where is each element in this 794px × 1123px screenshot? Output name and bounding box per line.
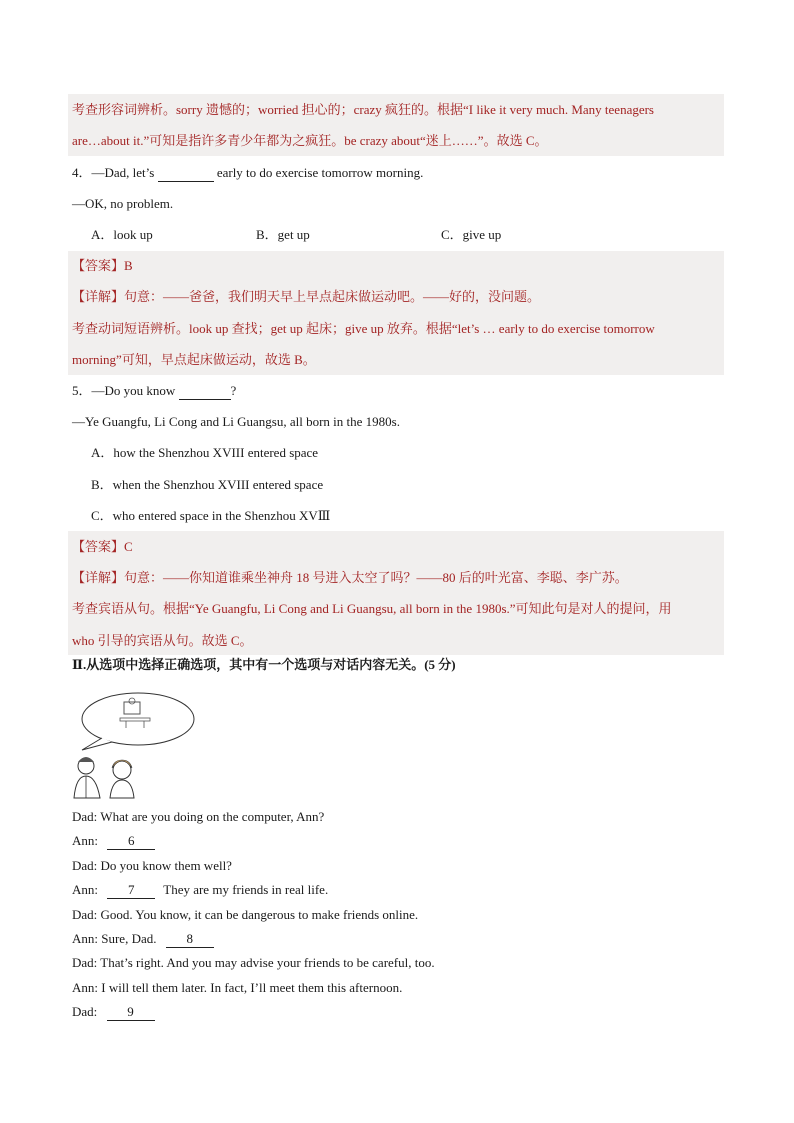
dialogue-speaker: Dad: bbox=[72, 955, 101, 971]
dialogue-speaker: Ann: bbox=[72, 882, 102, 898]
q4-answer: 【答案】B bbox=[72, 258, 133, 273]
q4-detail-text: 句意：——爸爸，我们明天早上早点起床做运动吧。——好的，没问题。 bbox=[124, 289, 541, 304]
q3-explain-line2: are…about it.”可知是指许多青少年都为之疯狂。be crazy about“迷上……”。故选 C。 bbox=[72, 133, 548, 148]
dialogue-speaker: Dad: bbox=[72, 809, 101, 824]
q4-stem bbox=[72, 165, 423, 182]
q5-explain-line1: 考查宾语从句。根据“Ye Guangfu, Li Cong and Li Guangsu, all born in the 1980s.”可知此句是对人的提问，用 bbox=[72, 601, 672, 616]
q4-option-a: A．look up bbox=[91, 227, 153, 242]
dialogue-text: I will tell them later. In fact, I’ll meet them this afternoon. bbox=[101, 979, 403, 995]
dialogue-speaker: Dad: bbox=[72, 1004, 101, 1020]
q5-reply: —Ye Guangfu, Li Cong and Li Guangsu, all born in the 1980s. bbox=[72, 414, 400, 429]
q5-stem-start: 5．—Do you know bbox=[72, 383, 179, 398]
q4-explain-line1: 考查动词短语辨析。look up 查找；get up 起床；give up 放弃。根据“let’s … early to do exercise tomorrow bbox=[72, 321, 655, 336]
dialogue-line bbox=[72, 1004, 155, 1021]
q4-option-c: C．give up bbox=[441, 227, 502, 242]
q4-option-b: B．get up bbox=[256, 227, 310, 242]
q5-option-b: B．when the Shenzhou XVIII entered space bbox=[91, 477, 324, 492]
q5-answer: 【答案】C bbox=[72, 539, 133, 554]
q5-option-c: C．who entered space in the Shenzhou XVⅢ bbox=[91, 508, 331, 523]
dialogue-text: Good. You know, it can be dangerous to make friends online. bbox=[100, 906, 419, 922]
q4-reply: —OK, no problem. bbox=[72, 196, 174, 211]
dialogue-line bbox=[72, 980, 402, 996]
dialogue-text-after: They are my friends in real life. bbox=[163, 882, 329, 898]
dialogue-text: Sure, Dad. bbox=[101, 931, 157, 946]
q5-stem-end: ? bbox=[230, 383, 237, 398]
answer-blank[interactable]: 7 bbox=[107, 882, 155, 899]
ann-figure-icon bbox=[110, 760, 134, 798]
q5-stem bbox=[72, 383, 236, 400]
q5-explain-line2: who 引导的宾语从句。故选 C。 bbox=[72, 633, 253, 648]
q4-blank bbox=[158, 165, 214, 182]
dialogue-text: What are you doing on the computer, Ann? bbox=[100, 809, 325, 824]
q3-explain-line1: 考查形容词辨析。sorry 遗憾的；worried 担心的；crazy 疯狂的。根据“I like it very much. Many teenagers bbox=[72, 102, 654, 117]
dialogue-illustration bbox=[72, 688, 202, 803]
q5-detail-tag: 【详解】 bbox=[72, 570, 125, 585]
dialogue-line bbox=[72, 833, 155, 850]
dialogue-speaker: Ann: bbox=[72, 979, 102, 995]
dialogue-line bbox=[72, 931, 214, 948]
q4-detail bbox=[72, 289, 540, 305]
q4-stem-start: 4．—Dad, let’s bbox=[72, 165, 158, 180]
q5-detail bbox=[72, 570, 628, 586]
q4-explain-line2: morning”可知，早点起床做运动，故选 B。 bbox=[72, 352, 316, 367]
dialogue-line bbox=[72, 809, 324, 825]
dialogue-line bbox=[72, 882, 328, 899]
q5-detail-text: 句意：——你知道谁乘坐神舟 18 号进入太空了吗？——80 后的叶光富、李聪、李广苏。 bbox=[124, 570, 628, 585]
dialogue-line bbox=[72, 907, 418, 923]
dad-figure-icon bbox=[74, 757, 100, 798]
dialogue-speaker: Ann: bbox=[72, 833, 102, 849]
dialogue-line bbox=[72, 955, 435, 971]
answer-blank[interactable]: 8 bbox=[166, 931, 214, 948]
q5-option-a: A．how the Shenzhou XVIII entered space bbox=[91, 445, 319, 460]
dialogue-speaker: Dad: bbox=[72, 857, 101, 873]
dialogue-speaker: Ann: bbox=[72, 931, 102, 946]
answer-blank[interactable]: 9 bbox=[107, 1004, 155, 1021]
q4-stem-end: early to do exercise tomorrow morning. bbox=[213, 165, 424, 180]
section-2-heading: Ⅱ.从选项中选择正确选项，其中有一个选项与对话内容无关。(5 分) bbox=[72, 657, 456, 672]
speech-bubble-icon bbox=[82, 693, 194, 750]
q5-blank bbox=[179, 383, 231, 400]
answer-blank[interactable]: 6 bbox=[107, 833, 155, 850]
q4-detail-tag: 【详解】 bbox=[72, 289, 125, 304]
dialogue-speaker: Dad: bbox=[72, 906, 101, 922]
dialogue-text: Do you know them well? bbox=[100, 857, 232, 873]
dialogue-text: That’s right. And you may advise your friends to be careful, too. bbox=[100, 955, 435, 971]
dialogue-line bbox=[72, 858, 232, 874]
